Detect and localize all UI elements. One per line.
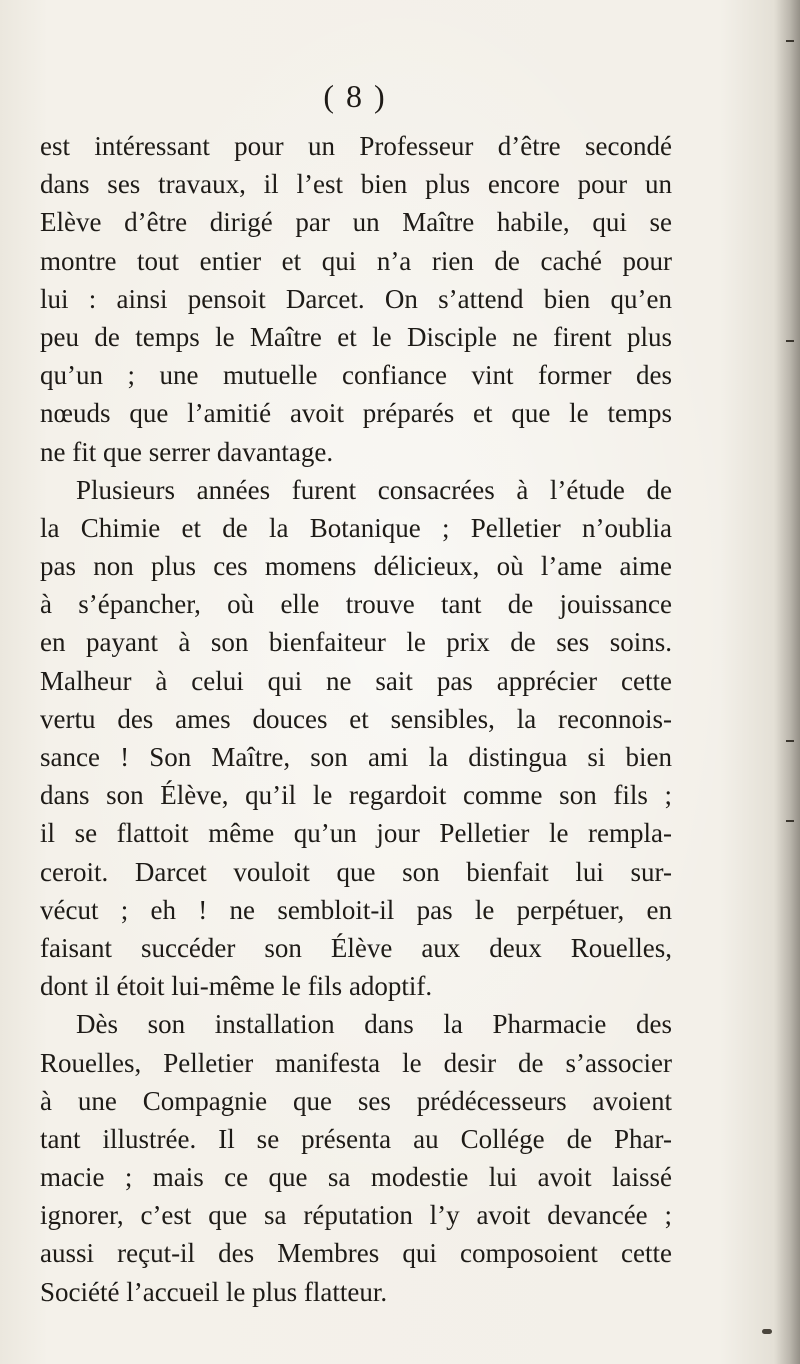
text-line: Malheur à celui qui ne sait pas apprécier cette — [40, 665, 672, 696]
text-line: peu de temps le Maître et le Disciple ne firent plus — [40, 321, 672, 352]
text-line: Dès son installation dans la Pharmacie des — [76, 1009, 672, 1040]
text-line: qu’un ; une mutuelle confiance vint former des — [40, 360, 672, 391]
text-line: faisant succéder son Élève aux deux Rouelles, — [40, 932, 672, 963]
text-line: à une Compagnie que ses prédécesseurs avoient — [40, 1085, 672, 1116]
text-line: Rouelles, Pelletier manifesta le desir de s’associer — [40, 1047, 672, 1078]
text-line: dans ses travaux, il l’est bien plus encore pour un — [40, 169, 672, 200]
text-line: Elève d’être dirigé par un Maître habile, qui se — [40, 207, 672, 238]
body-text — [40, 127, 672, 1311]
text-line: vertu des ames douces et sensibles, la reconnois- — [40, 703, 672, 734]
text-line: nœuds que l’amitié avoit préparés et que le temps — [40, 398, 672, 429]
text-line: lui : ainsi pensoit Darcet. On s’attend bien qu’en — [40, 283, 672, 314]
text-line: en payant à son bienfaiteur le prix de ses soins. — [40, 627, 672, 658]
text-line: il se flattoit même qu’un jour Pelletier le rempla- — [40, 818, 672, 849]
margin-ink-mark — [786, 40, 794, 42]
page-number: ( 8 ) — [323, 78, 387, 114]
text-line: aussi reçut-il des Membres qui composoient cette — [40, 1238, 672, 1269]
text-line: Société l’accueil le plus flatteur. — [40, 1276, 388, 1307]
text-line: dont il étoit lui-même le fils adoptif. — [40, 971, 433, 1002]
text-line: tant illustrée. Il se présenta au Collége de Phar- — [40, 1123, 672, 1154]
text-line: montre tout entier et qui n’a rien de caché pour — [40, 245, 672, 276]
margin-ink-mark — [786, 740, 794, 742]
margin-ink-mark — [786, 340, 794, 342]
text-line: macie ; mais ce que sa modestie lui avoit laissé — [40, 1162, 672, 1193]
text-line: dans son Élève, qu’il le regardoit comme son fils ; — [40, 780, 672, 811]
text-line: ceroit. Darcet vouloit que son bienfait lui sur- — [40, 856, 672, 887]
text-line: à s’épancher, où elle trouve tant de jouissance — [40, 589, 672, 620]
text-line: sance ! Son Maître, son ami la distingua si bien — [40, 742, 672, 772]
page-edge-shadow — [774, 0, 800, 1364]
text-line: ne fit que serrer davantage. — [40, 436, 334, 467]
text-line: vécut ; eh ! ne sembloit-il pas le perpétuer, en — [40, 894, 672, 925]
corner-ink-mark — [762, 1329, 772, 1334]
text-line: est intéressant pour un Professeur d’être secondé — [40, 131, 672, 161]
text-line: pas non plus ces momens délicieux, où l’ame aime — [40, 551, 672, 582]
text-line: la Chimie et de la Botanique ; Pelletier n’oublia — [40, 512, 672, 543]
text-line: ignorer, c’est que sa réputation l’y avoit devancée ; — [40, 1200, 672, 1231]
text-line: Plusieurs années furent consacrées à l’étude de — [76, 474, 672, 505]
margin-ink-mark — [786, 820, 794, 822]
